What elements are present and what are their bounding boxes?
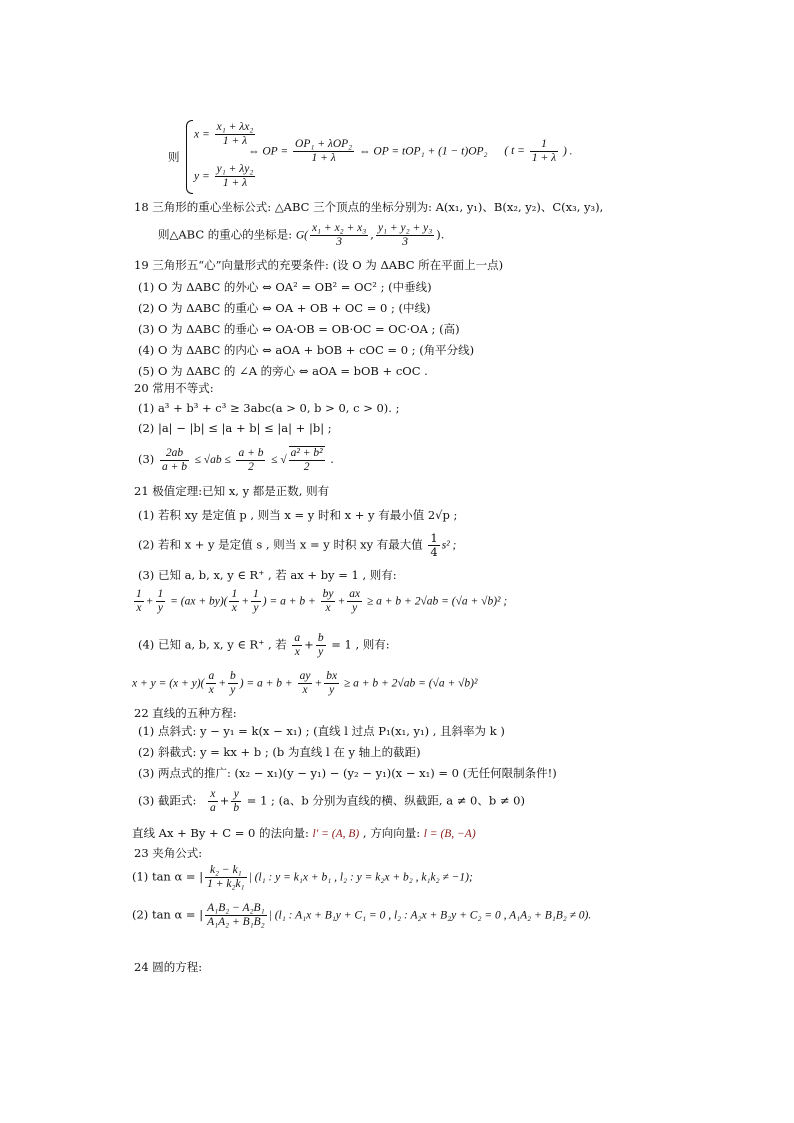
x-eq-label: x =: [194, 128, 210, 141]
item21-l4-text: (4) 已知 a, b, x, y ∈ R⁺ , 若: [138, 637, 287, 652]
f3-frac-5-num: by: [321, 588, 336, 602]
y-eq-label: y =: [194, 170, 210, 183]
x-numerator: x₁ + λx₂: [215, 121, 256, 135]
f3-end: ≥ a + b + 2√ab = (√a + √b)² ;: [366, 595, 508, 608]
angle-f2-fraction: [205, 902, 267, 929]
f4-frac-3-den: x: [302, 684, 308, 697]
f3-frac-1-num: 1: [134, 588, 144, 602]
centroid-x-num: x₁ + x₂ + x₃: [310, 222, 368, 236]
t-numerator: 1: [530, 138, 558, 152]
f4-frac-4: [324, 670, 339, 697]
angle-f2-den: A₁A₂ + B₁B₂: [207, 916, 265, 929]
item21-line-2: [138, 532, 456, 559]
t-denominator: 1 + λ: [531, 152, 557, 165]
item21-line-1: (1) 若积 xy 是定值 p , 则当 x = y 时和 x + y 有最小值 2√p ;: [138, 508, 458, 522]
intercept-y-den: b: [233, 802, 240, 815]
system-brace: [186, 120, 193, 194]
angle-f1-den: 1 + k₂k₁: [207, 878, 245, 891]
f3-frac-2: [156, 588, 166, 615]
item22-line-3: (3) 两点式的推广: (x₂ − x₁)(y − y₁) − (y₂ − y₁)(x − x₁) = 0 (无任何限制条件!): [138, 766, 557, 780]
t-lhs: ( t =: [504, 145, 525, 158]
intercept-y-num: y: [231, 788, 241, 802]
y-denominator: 1 + λ: [222, 177, 248, 190]
op-fraction: [293, 138, 354, 165]
f3-frac-6-den: y: [352, 602, 358, 615]
f4-frac-1-num: a: [206, 670, 216, 684]
intercept-tail: = 1 ; (a、b 分别为直线的横、纵截距, a ≠ 0、b ≠ 0): [246, 793, 525, 808]
f4-frac-1: [206, 670, 216, 697]
intercept-x-num: x: [208, 788, 218, 802]
f3-frac-3-num: 1: [229, 588, 239, 602]
item24-title: 24 圆的方程:: [134, 960, 203, 974]
f4-mid: ) = a + b +: [239, 677, 293, 690]
f4-frac-4-num: bx: [324, 670, 339, 684]
item21-l4-tail: = 1 , 则有:: [331, 637, 390, 652]
item22-line-2: (2) 斜截式: y = kx + b ; (b 为直线 l 在 y 轴上的截距): [138, 745, 421, 759]
quadratic-fraction: [289, 446, 325, 474]
intercept-x-den: a: [209, 802, 216, 815]
item22-title: 22 直线的五种方程:: [134, 706, 237, 720]
f3-frac-1-den: x: [136, 602, 142, 615]
op-rhs: OP = tOP₁ + (1 − t)OP₂: [373, 145, 488, 158]
item21-formula-4: [132, 670, 477, 697]
direction-lead: , 方向向量:: [362, 826, 421, 840]
f4-plus-2: +: [314, 677, 323, 690]
angle-f2-lead: (2) tan α = |: [132, 907, 204, 922]
iff-symbol-1: ⇔: [248, 145, 260, 158]
angle-formula-2: [132, 902, 591, 929]
intercept-frac-x: [208, 788, 218, 815]
item19-title: 19 三角形五“心”向量形式的充要条件: (设 O 为 ΔABC 所在平面上一点): [134, 258, 504, 272]
angle-f1-fraction: [205, 864, 246, 891]
item20-l3-label: (3): [138, 452, 155, 467]
f3-frac-6-num: ax: [347, 588, 362, 602]
centroid-comma: ,: [370, 227, 374, 242]
f4-frac-3: [298, 670, 313, 697]
centroid-y-den: 3: [402, 236, 408, 249]
item19-line-5: (5) O 为 ΔABC 的 ∠A 的旁心 ⇔ aOA = bOB + cOC .: [138, 364, 428, 378]
intercept-frac-y: [231, 788, 241, 815]
f3-frac-4: [251, 588, 261, 615]
op-denominator: 1 + λ: [311, 152, 336, 165]
f4-plus-1: +: [218, 677, 226, 690]
item18-centroid: [158, 222, 444, 249]
arithmetic-den: 2: [248, 460, 254, 473]
item20-line-1: (1) a³ + b³ + c³ ≥ 3abc(a > 0, b > 0, c > 0). ;: [138, 401, 400, 415]
item18-line1: 18 三角形的重心坐标公式: △ABC 三个顶点的坐标分别为: A(x₁, y₁)、B(x₂, y₂)、C(x₃, y₃),: [134, 200, 604, 214]
item21-line-3: (3) 已知 a, b, x, y ∈ R⁺ , 若 ax + by = 1 , 则有:: [138, 568, 397, 582]
item20-title: 20 常用不等式:: [134, 381, 214, 395]
f3-frac-4-num: 1: [251, 588, 261, 602]
t-fraction: [530, 138, 558, 165]
f3-frac-2-den: y: [157, 602, 163, 615]
item21-line-4: [138, 632, 390, 659]
item20-line-3: [138, 446, 334, 474]
normal-lead: 直线 Ax + By + C = 0 的法向量:: [132, 826, 309, 840]
f4-lead: x + y = (x + y)(: [132, 677, 205, 690]
item22-line-4: [138, 788, 525, 815]
item21-l2-text: (2) 若和 x + y 是定值 s , 则当 x = y 时积 xy 有最大值: [138, 537, 423, 552]
l4-frac-1-den: x: [294, 646, 300, 659]
f3-frac-4-den: y: [253, 602, 259, 615]
ze-label: 则: [168, 150, 180, 164]
angle-formula-1: [132, 864, 473, 891]
centroid-y-fraction: [376, 222, 434, 249]
f3-frac-6: [347, 588, 362, 615]
centroid-g: G(: [295, 229, 308, 242]
item21-formula-3: [132, 588, 507, 615]
normal-vector: l′ = (A, B): [312, 828, 360, 840]
item20-line-2: (2) |a| − |b| ≤ |a + b| ≤ |a| + |b| ;: [138, 421, 332, 435]
y-fraction: [215, 163, 256, 190]
quarter-den: 4: [430, 545, 438, 560]
iff-symbol-2: ⇔: [359, 145, 371, 158]
y-equation: [194, 163, 257, 190]
f3-frac-1: [134, 588, 144, 615]
angle-f2-tail: | (l₁ : A₁x + B₁y + C₁ = 0 , l₂ : A₂x + B₂y + C₂ = 0 , A₁A₂ + B₁B₂ ≠ 0).: [268, 909, 592, 922]
centroid-y-num: y₁ + y₂ + y₃: [376, 222, 434, 236]
f3-frac-2-num: 1: [156, 588, 166, 602]
geometric-mean: ≤ √ab ≤: [194, 454, 231, 467]
f3-frac-5: [321, 588, 336, 615]
f3-mid-2: ) = a + b +: [262, 595, 316, 608]
f4-frac-3-num: ay: [298, 670, 313, 684]
arithmetic-num: a + b: [236, 447, 265, 461]
quadratic-num: a² + b²: [289, 447, 325, 461]
f4-frac-4-den: y: [329, 684, 335, 697]
item21-l2-tail: s² ;: [441, 539, 457, 552]
harmonic-fraction: [160, 447, 189, 474]
quadratic-root: ≤ √: [271, 454, 287, 467]
x-denominator: 1 + λ: [222, 135, 248, 148]
quarter-num: 1: [430, 531, 438, 545]
f4-frac-2-num: b: [228, 670, 238, 684]
angle-f2-num: A₁B₂ − A₂B₁: [205, 902, 267, 916]
op-eq-label: OP =: [262, 145, 289, 158]
item21-title: 21 极值定理:已知 x, y 都是正数, 则有: [134, 484, 330, 498]
centroid-end: ).: [436, 227, 445, 242]
f4-frac-1-den: x: [208, 684, 214, 697]
f3-frac-3: [229, 588, 239, 615]
item19-line-4: (4) O 为 ΔABC 的内心 ⇔ aOA + bOB + cOC = 0 ; (角平分线): [138, 343, 475, 357]
angle-f1-lead: (1) tan α = |: [132, 869, 204, 884]
arithmetic-fraction: [236, 447, 265, 474]
item19-line-2: (2) O 为 ΔABC 的重心 ⇔ OA + OB + OC = 0 ; (中线): [138, 301, 431, 315]
centroid-x-fraction: [310, 222, 368, 249]
intercept-plus: +: [219, 793, 230, 808]
f3-frac-5-den: x: [325, 602, 331, 615]
item19-line-1: (1) O 为 ΔABC 的外心 ⇔ OA² = OB² = OC² ; (中垂线): [138, 280, 432, 294]
normal-vector-line: [132, 826, 476, 841]
f4-end: ≥ a + b + 2√ab = (√a + √b)²: [343, 677, 478, 690]
f3-frac-3-den: x: [231, 602, 237, 615]
item22-line-1: (1) 点斜式: y − y₁ = k(x − x₁) ; (直线 l 过点 P₁(x₁, y₁) , 且斜率为 k ): [138, 724, 505, 738]
l4-frac-2: [316, 632, 326, 659]
l4-plus: +: [304, 637, 314, 652]
t-tail: ) .: [562, 145, 573, 158]
centroid-x-den: 3: [336, 236, 342, 249]
intercept-label: (3) 截距式:: [138, 793, 197, 808]
angle-f1-num: k₂ − k₁: [205, 864, 246, 878]
l4-frac-2-den: y: [318, 646, 324, 659]
op-equation: [248, 138, 573, 165]
item19-line-3: (3) O 为 ΔABC 的垂心 ⇔ OA·OB = OB·OC = OC·OA ; (高): [138, 322, 460, 336]
angle-f1-tail: | (l₁ : y = k₁x + b₁ , l₂ : y = k₂x + b₂ , k₁k₂ ≠ −1);: [248, 871, 473, 884]
harmonic-den: a + b: [161, 460, 187, 473]
l4-frac-1: [292, 632, 302, 659]
f3-plus-1: +: [145, 595, 154, 608]
centroid-lead: 则△ABC 的重心的坐标是:: [158, 227, 293, 242]
l4-frac-1-num: a: [292, 632, 302, 646]
direction-vector: l = (B, −A): [423, 828, 476, 840]
l4-frac-2-num: b: [316, 632, 326, 646]
harmonic-num: 2ab: [160, 447, 189, 461]
op-numerator: OP₁ + λOP₂: [293, 138, 354, 152]
f3-plus-3: +: [337, 595, 346, 608]
item23-title: 23 夹角公式:: [134, 846, 203, 860]
f4-frac-2: [228, 670, 238, 697]
y-numerator: y₁ + λy₂: [215, 163, 256, 177]
f4-frac-2-den: y: [230, 684, 236, 697]
item20-l3-end: .: [330, 452, 334, 467]
f3-mid: = (ax + by)(: [170, 595, 228, 608]
quarter-fraction: [428, 532, 439, 559]
quadratic-den: 2: [303, 461, 310, 474]
f3-plus-2: +: [241, 595, 249, 608]
